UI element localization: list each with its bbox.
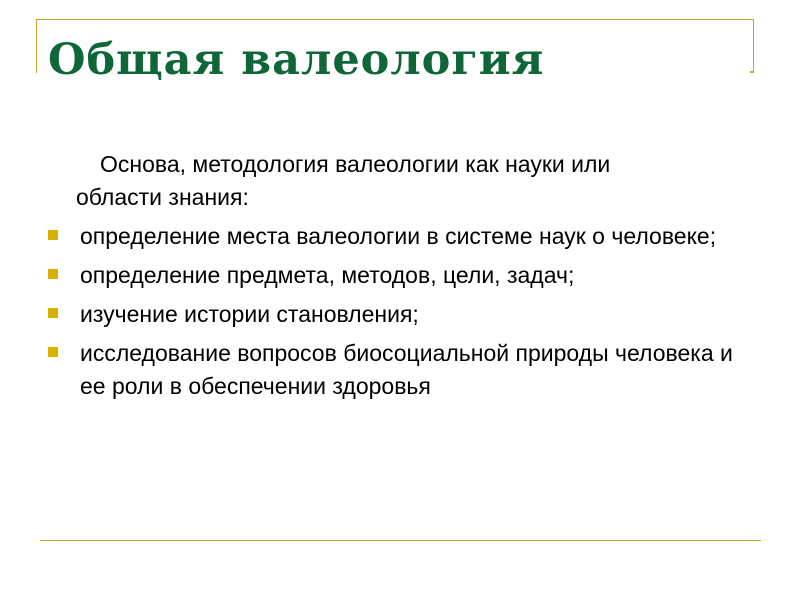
bullet-text: изучение истории становления; bbox=[80, 301, 419, 327]
square-bullet-icon bbox=[48, 269, 58, 279]
slide-title: Общая валеология bbox=[48, 35, 545, 85]
bullet-text: исследование вопросов биосоциальной природы человека и ее роли в обеспечении здоровья bbox=[80, 340, 733, 399]
square-bullet-icon bbox=[48, 347, 58, 357]
bullet-text: определение предмета, методов, цели, задач; bbox=[80, 262, 575, 288]
intro-line-1: Основа, методология валеологии как науки или bbox=[100, 151, 611, 177]
title-frame-right-line bbox=[753, 19, 754, 73]
intro-line-2: области знания: bbox=[76, 184, 249, 210]
intro-paragraph bbox=[46, 148, 736, 214]
bullet-item-history bbox=[46, 298, 750, 331]
bullet-list bbox=[46, 220, 761, 403]
square-bullet-icon bbox=[48, 230, 58, 240]
bullet-item-biosocial-nature bbox=[46, 337, 750, 403]
bottom-divider bbox=[40, 540, 761, 541]
square-bullet-icon bbox=[48, 308, 58, 318]
title-frame-left-line bbox=[36, 19, 37, 73]
bullet-item-subject-methods bbox=[46, 259, 750, 292]
bullet-item-place-of-valeology bbox=[46, 220, 750, 253]
bullet-text: определение места валеологии в системе наук о человеке; bbox=[80, 223, 717, 249]
title-frame-corner-mark bbox=[750, 71, 753, 73]
slide-body bbox=[46, 148, 761, 409]
title-frame-top-line bbox=[36, 19, 754, 20]
